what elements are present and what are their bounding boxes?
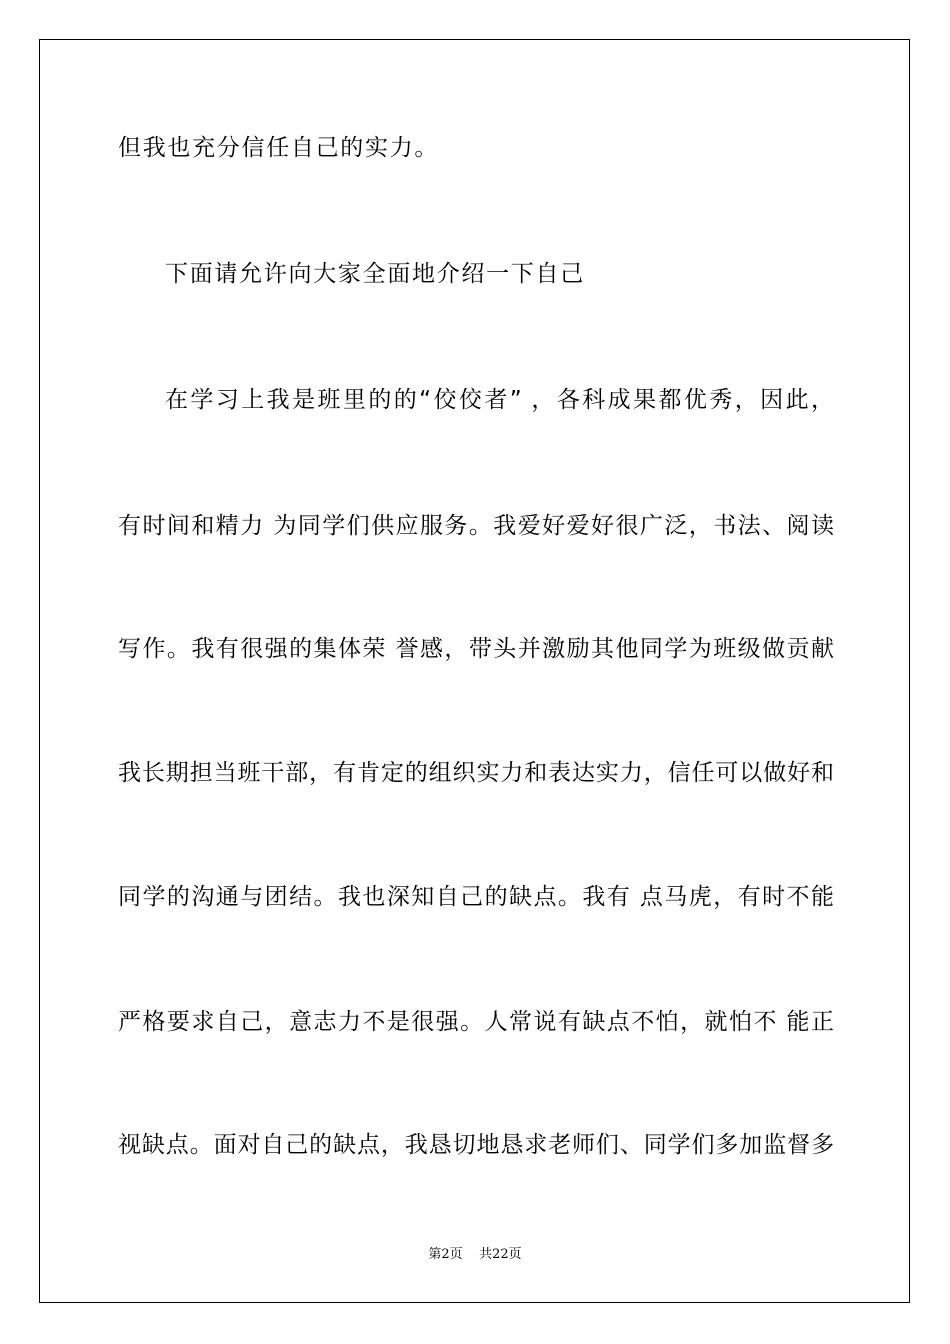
text-line-3: 在学习上我是班里的的“佼佼者” ，各科成果都优秀，因此， [165, 387, 834, 413]
text-line-7: 同学的沟通与团结。我也深知自己的缺点。我有 点马虎，有时不能 [118, 884, 834, 910]
text-line-8: 严格要求自己，意志力不是很强。人常说有缺点不怕，就怕不 能正 [118, 1009, 834, 1035]
page-border [39, 39, 910, 1303]
text-line-1: 但我也充分信任自己的实力。 [118, 135, 440, 161]
text-line-4: 有时间和精力 为同学们供应服务。我爱好爱好很广泛，书法、阅读 [118, 513, 834, 539]
text-line-5: 写作。我有很强的集体荣 誉感，带头并激励其他同学为班级做贡献 [118, 636, 834, 662]
text-line-9: 视缺点。面对自己的缺点，我恳切地恳求老师们、同学们多加监督多 [118, 1132, 834, 1158]
text-line-6: 我长期担当班干部，有肯定的组织实力和表达实力，信任可以做好和 [118, 760, 834, 786]
page-number-footer: 第2页 共22页 [428, 1247, 522, 1262]
text-line-2: 下面请允许向大家全面地介绍一下自己 [165, 261, 585, 287]
